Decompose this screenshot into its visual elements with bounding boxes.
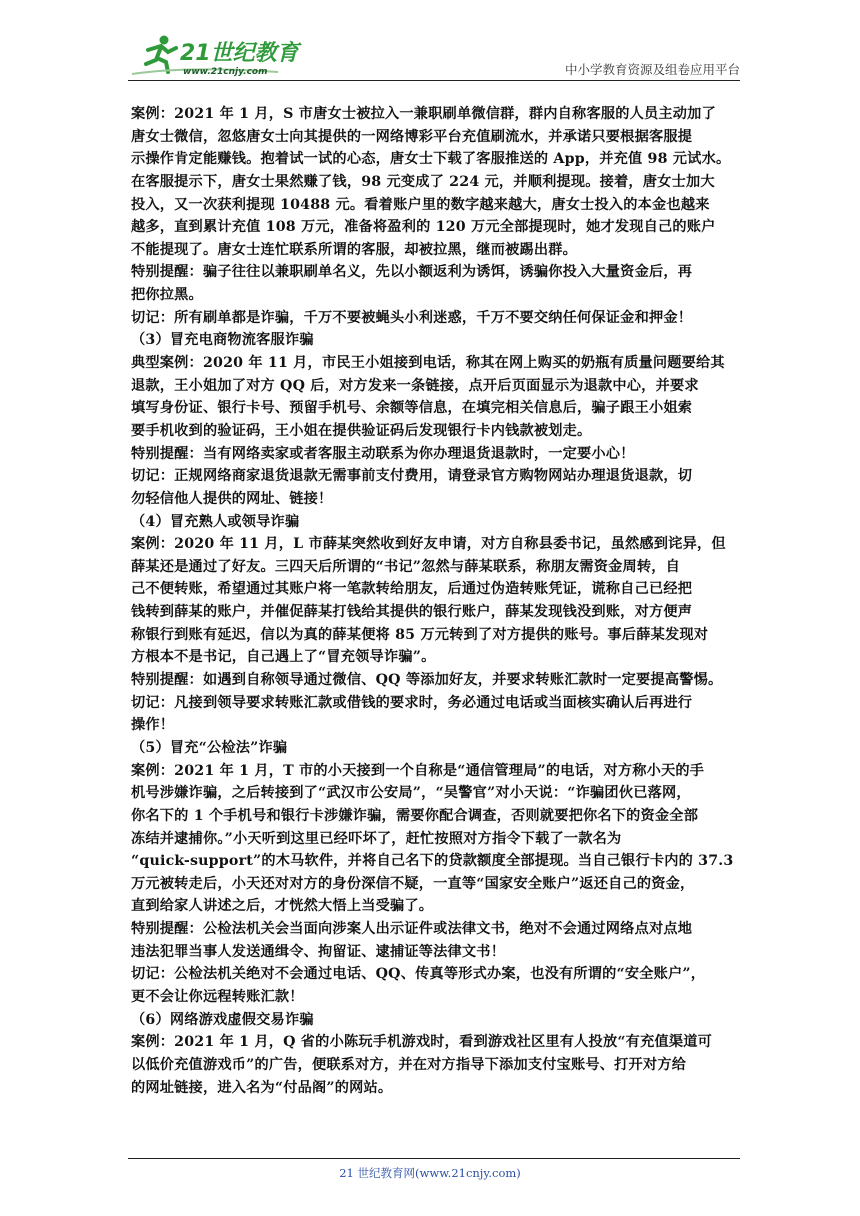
text-line: 示操作肯定能赚钱。抱着试一试的心态，唐女士下载了客服推送的 App，并充值 98 元试水。 xyxy=(131,151,731,168)
text-line: 越多，直到累计充值 108 万元，准备将盈利的 120 万元全部提现时，她才发现自己的账户 xyxy=(131,219,716,236)
logo-brand-text: 21世纪教育 xyxy=(180,41,299,66)
text-line: （4）冒充熟人或领导诈骗 xyxy=(131,513,300,530)
text-line: 更不会让你远程转账汇款！ xyxy=(131,988,304,1005)
document-body xyxy=(131,103,743,1099)
text-line: 退款，王小姐加了对方 QQ 后，对方发来一条链接，点开后页面显示为退款中心，并要求 xyxy=(131,377,699,394)
text-line: 案例：2021 年 1 月，S 市唐女士被拉入一兼职刷单微信群，群内自称客服的人员主动加了 xyxy=(131,106,716,122)
page-header xyxy=(128,30,740,80)
text-line: 特别提醒：公检法机关会当面向涉案人出示证件或法律文书，绝对不会通过网络点对点地 xyxy=(131,921,693,938)
text-line: 称银行到账有延迟，信以为真的薛某便将 85 万元转到了对方提供的账号。事后薛某发现对 xyxy=(131,626,709,643)
text-line: 唐女士微信，忽悠唐女士向其提供的一网络博彩平台充值刷流水，并承诺只要根据客服提 xyxy=(131,128,693,145)
text-line: 把你拉黑。 xyxy=(131,287,203,304)
text-line: （3）冒充电商物流客服诈骗 xyxy=(131,332,314,349)
text-line: 万元被转走后，小天还对对方的身份深信不疑，一直等“国家安全账户”返还自己的资金， xyxy=(131,875,695,892)
header-divider xyxy=(128,80,740,81)
text-line: 在客服提示下，唐女士果然赚了钱，98 元变成了 224 元，并顺利提现。接着，唐女士加大 xyxy=(131,173,715,190)
text-line: 不能提现了。唐女士连忙联系所谓的客服，却被拉黑，继而被踢出群。 xyxy=(131,241,578,258)
text-line: 直到给家人讲述之后，才恍然大悟上当受骗了。 xyxy=(131,898,434,915)
platform-name: 中小学教育资源及组卷应用平台 xyxy=(564,62,740,77)
footer-link[interactable]: 21 世纪教育网(www.21cnjy.com) xyxy=(339,1166,521,1180)
text-line: 案例：2020 年 11 月，L 市薛某突然收到好友申请，对方自称县委书记，虽然感到诧异，但 xyxy=(131,536,726,553)
text-line: 己不便转账，希望通过其账户将一笔款转给朋友，后通过伪造转账凭证，谎称自己已经把 xyxy=(131,581,693,598)
text-line: 钱转到薛某的账户，并催促薛某打钱给其提供的银行账户，薛某发现钱没到账，对方便声 xyxy=(131,604,693,621)
text-line: 违法犯罪当事人发送通缉令、拘留证、逮捕证等法律文书！ xyxy=(131,943,506,960)
text-line: 切记：所有刷单都是诈骗，千万不要被蝇头小利迷惑，千万不要交纳任何保证金和押金！ xyxy=(131,309,693,326)
text-line: 方根本不是书记，自己遇上了“冒充领导诈骗”。 xyxy=(131,649,436,666)
text-line: 要手机收到的验证码，王小姐在提供验证码后发现银行卡内钱款被划走。 xyxy=(131,422,592,439)
text-line: 勿轻信他人提供的网址、链接！ xyxy=(131,490,333,507)
text-line: 操作！ xyxy=(131,717,175,734)
text-line: 投入，又一次获利提现 10488 元。看着账户里的数字越来越大，唐女士投入的本金也越来 xyxy=(131,196,710,213)
footer-divider xyxy=(128,1158,740,1159)
text-line: 的网址链接，进入名为“付品阁”的网站。 xyxy=(131,1079,393,1096)
text-line: 特别提醒：当有网络卖家或者客服主动联系为你办理退货退款时，一定要小心！ xyxy=(131,445,635,462)
text-line: “quick-support”的木马软件，并将自己名下的贷款额度全部提现。当自己银行卡内的 37.3 xyxy=(131,853,734,870)
text-line: 填写身份证、银行卡号、预留手机号、余额等信息，在填完相关信息后，骗子跟王小姐索 xyxy=(131,400,693,417)
text-line: 特别提醒：骗子往往以兼职刷单名义，先以小额返利为诱饵，诱骗你投入大量资金后，再 xyxy=(131,264,693,281)
logo-url-text: www.21cnjy.com xyxy=(183,67,268,77)
text-line: 案例：2021 年 1 月，T 市的小天接到一个自称是“通信管理局”的电话，对方称小天的手 xyxy=(131,762,705,779)
text-line: 切记：正规网络商家退货退款无需事前支付费用，请登录官方购物网站办理退货退款，切 xyxy=(131,468,693,485)
text-line: 典型案例：2020 年 11 月，市民王小姐接到电话，称其在网上购买的奶瓶有质量问题要给其 xyxy=(131,355,725,372)
text-line: 冻结并逮捕你。”小天听到这里已经吓坏了，赶忙按照对方指令下载了一款名为 xyxy=(131,830,622,847)
logo xyxy=(128,30,338,78)
text-line: （6）网络游戏虚假交易诈骗 xyxy=(131,1011,314,1028)
text-line: 切记：公检法机关绝对不会通过电话、QQ、传真等形式办案，也没有所谓的“安全账户”， xyxy=(131,966,706,983)
text-line: 切记：凡接到领导要求转账汇款或借钱的要求时，务必通过电话或当面核实确认后再进行 xyxy=(131,694,693,711)
text-line: 你名下的 1 个手机号和银行卡涉嫌诈骗，需要你配合调查，否则就要把你名下的资金全部 xyxy=(131,807,699,824)
text-line: 机号涉嫌诈骗，之后转接到了“武汉市公安局”，“吴警官”对小天说：“诈骗团伙已落网， xyxy=(131,785,691,802)
text-line: （5）冒充“公检法”诈骗 xyxy=(131,739,288,756)
text-line: 以低价充值游戏币”的广告，便联系对方，并在对方指导下添加支付宝账号、打开对方给 xyxy=(131,1056,687,1073)
text-line: 特别提醒：如遇到自称领导通过微信、QQ 等添加好友，并要求转账汇款时一定要提高警惕。 xyxy=(131,672,723,689)
text-line: 薛某还是通过了好友。三四天后所谓的“书记”忽然与薛某联系，称朋友需资金周转，自 xyxy=(131,558,681,575)
text-line: 案例：2021 年 1 月，Q 省的小陈玩手机游戏时，看到游戏社区里有人投放“有充值渠道可 xyxy=(131,1034,713,1051)
